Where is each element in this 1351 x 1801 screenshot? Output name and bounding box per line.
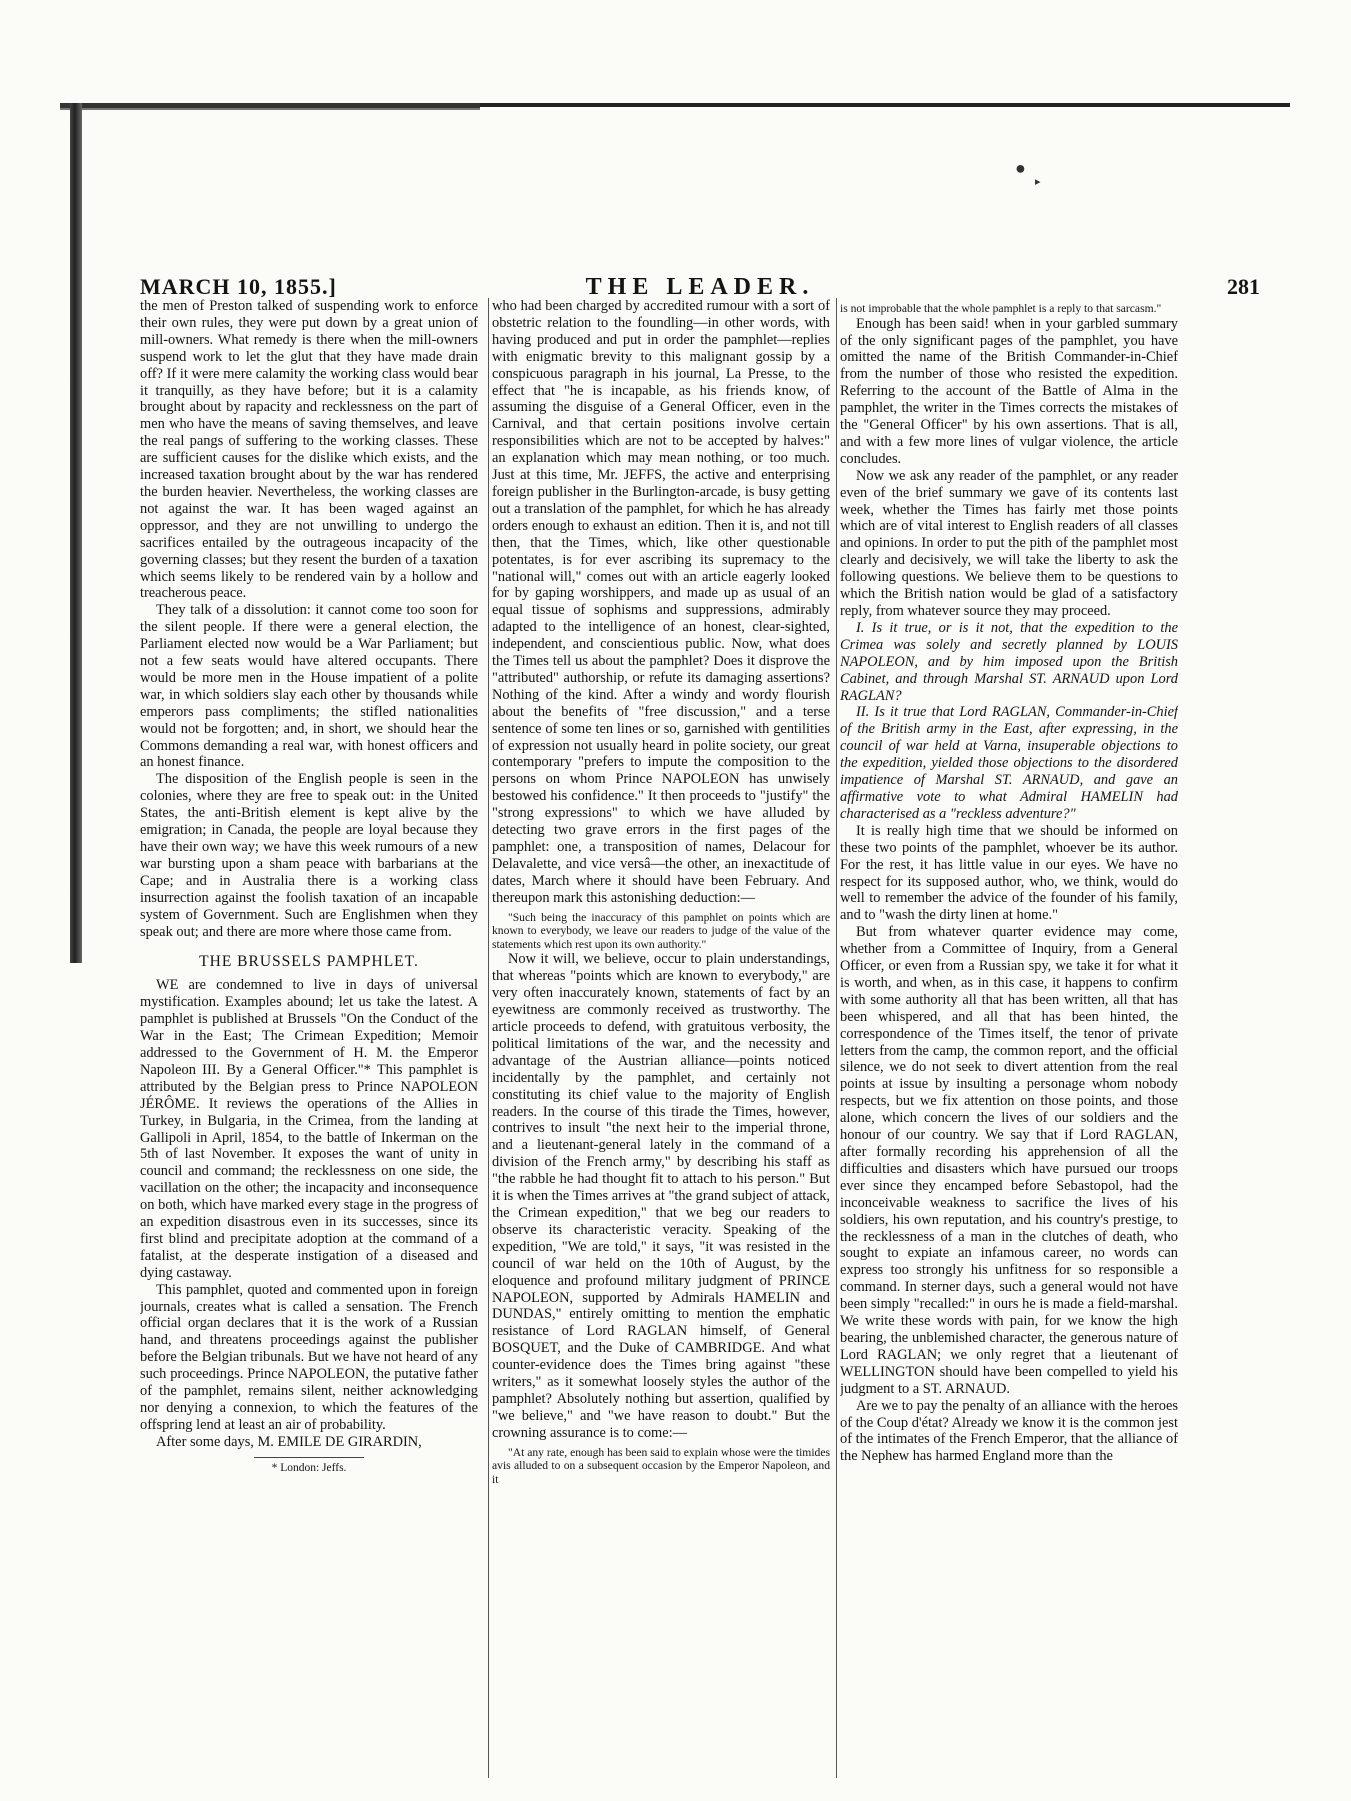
block-quote: is not improbable that the whole pamphlet is a reply to that sarcasm."	[840, 302, 1162, 315]
paragraph: who had been charged by accredited rumour with a sort of obstetric relation to the foundling—in other words, with having produced and put in order the pamphlet—replies with enigmatic brevity to this malignant gossip by a conspicuous paragraph in his journal, La Presse, to the effect that "he is incapable, as his friends know, of assuming the disguise of a General Officer, even in the Carnival, and that certain positions involve certain responsibilities which are not to be accepted by halves:" an explanation which may mean nothing, or too much. Just at this time, Mr. JEFFS, the active and enterprising foreign publisher in the Burlington-arcade, is busy getting out a translation of the pamphlet, for which he has already orders enough to exhaust an edition. Then it is, and not till then, that the Times, which, like other questionable potentates, is for ever ascribing its supremacy to the "national will," comes out with an article eagerly looked for by gaping worshippers, and made up as usual of an equal tissue of sophisms and suppressions, admirably adapted to the intelligence of an honest, clear-sighted, independent, and conscientious public. Now, what does the Times tell us about the pamphlet? Does it disprove the "attributed" authorship, or refute its damaging assertions? Nothing of the kind. After a windy and wordy flourish about the benefits of "free discussion," and a terse sentence of some ten lines or so, garnished with gentilities of expression not usually heard in polite society, our great contemporary "prefers to impute the composition to the persons on whom Prince NAPOLEON has unwisely bestowed his confidence." It then proceeds to "justify" the "strong expressions" to which we have alluded by detecting two grave errors in the first pages of the pamphlet: one, a transposition of names, Delacour for Delavalette, and vice versâ—the other, an inexactitude of dates, March where it should have been February. And thereupon mark this astonishing deduction:—	[492, 298, 830, 906]
section-heading: THE BRUSSELS PAMPHLET.	[199, 953, 419, 971]
paragraph: Enough has been said! when in your garbled summary of the only significant pages of the pamphlet, you have omitted the name of the British Commander-in-Chief from the number of those who resisted the expedition. Referring to the account of the Battle of Alma in the pamphlet, the writer in the Times corrects the mistakes of the "General Officer" by his own assertions. That is all, and with a few more lines of vulgar violence, the article concludes.	[840, 315, 1178, 467]
footnote-rule	[254, 1457, 364, 1458]
question: II. Is it true that Lord RAGLAN, Commander-in-Chief of the British army in the East, after expressing, in the council of war held at Varna, insuperable objections to the expedition, yielded those objections to the disordered impatience of Marshal ST. ARNAUD, and gave an affirmative vote to what Admiral HAMELIN had characterised as a "reckless adventure?"	[840, 704, 1178, 822]
paragraph: the men of Preston talked of suspending work to enforce their own rules, they were put down by a great union of mill-owners. What remedy is there when the mill-owners suspend work to let the glut that they have made drain off? If it were mere calamity the working class would bear it tranquilly, as they have before; but it is a calamity brought about by rapacity and recklessness on the part of men who have the means of saving themselves, and leave the real pangs of suffering to the working classes. These are sufficient causes for the dislike which exists, and the increased taxation brought about by the war has rendered the burden heavier. Nevertheless, the working classes are not against the war. It has been waged against an oppressor, and they are not unwilling to undergo the sacrifices entailed by the outrageous incapacity of the governing classes; but they resent the burden of a taxation which seems likely to be rendered vain by a hollow and treacherous peace.	[140, 298, 478, 602]
column-1	[140, 298, 478, 1718]
block-quote: "Such being the inaccuracy of this pamphlet on points which are known to everybody, we leave our readers to judge of the value of the statements which rest upon its own authority."	[492, 910, 830, 951]
ink-speck: ▸	[1035, 176, 1041, 188]
paragraph: Now it will, we believe, occur to plain understandings, that whereas "points which are known to everybody," are very often inaccurately known, statements of fact by an eyewitness are commonly received as trustworthy. The article proceeds to defend, with gratuitous verbosity, the political limitations of the war, and the necessity and advantage of the Austrian alliance—points noticed incidentally by the pamphlet, and certainly not constituting its chief value to the majority of English readers. In the course of this tirade the Times, however, contrives to insult "the next heir to the imperial throne, and a lieutenant-general lately in the command of a division of the French army," by describing his staff as "the rabble he had thought fit to attach to his person." But it is when the Times arrives at "the grand subject of attack, the Crimean expedition," that we beg our readers to observe its characteristic veracity. Speaking of the expedition, "We are told," it says, "it was resisted in the council of war held on the 10th of August, by the eloquence and profound military judgment of PRINCE NAPOLEON, supported by Admirals HAMELIN and DUNDAS," entirely omitting to mention the emphatic resistance of Lord RAGLAN himself, of General BOSQUET, and the Duke of CAMBRIDGE. And what counter-evidence does the Times bring against "these writers," as it somewhat loosely styles the author of the pamphlet? Absolutely nothing but assertion, qualified by "we believe," and "we have reason to doubt." But the crowning assurance is to come:—	[492, 951, 830, 1441]
paragraph: Are we to pay the penalty of an alliance with the heroes of the Coup d'état? Already we know it is the common jest of the intimates of the French Emperor, that the alliance of the Nephew has harmed England more than the	[840, 1397, 1178, 1465]
column-3	[840, 298, 1178, 1718]
paragraph: The disposition of the English people is seen in the colonies, where they are free to speak out: in the United States, the anti-British element is kept alive by the emigration; in Canada, the people are loyal because they have their own way; we have this week rumours of a new war bursting upon a sham peace with barbarians at the Cape; and in Australia there is a working class insurrection against the foolish taxation of an incapable system of Government. Such are Englishmen when they speak out; and there are more where those came from.	[140, 771, 478, 940]
column-2	[492, 298, 830, 1718]
paragraph: WE are condemned to live in days of universal mystification. Examples abound; let us take the latest. A pamphlet is published at Brussels "On the Conduct of the War in the East; The Crimean Expedition; Memoir addressed to the Government of H. M. the Emperor Napoleon III. By a General Officer."* This pamphlet is attributed by the Belgian press to Prince NAPOLEON JÉRÔME. It reviews the operations of the Allies in Turkey, in Bulgaria, in the Crimea, from the landing at Gallipoli in April, 1854, to the battle of Inkerman on the 5th of last November. It exposes the want of unity in council and command; the recklessness on one side, the vacillation on the other; the incapacity and inconsequence on both, which have marked every stage in the progress of an expedition disastrous even in its successes, since its first blind and precipitate adoption at the command of a fatalist, at the desperate instigation of a diseased and dying castaway.	[140, 977, 478, 1281]
ink-speck: ●	[1015, 158, 1026, 178]
header-date: MARCH 10, 1855.]	[140, 274, 337, 299]
footnote: * London: Jeffs.	[271, 1461, 347, 1474]
paragraph: They talk of a dissolution: it cannot come too soon for the silent people. If there were a general election, the Parliament elected now would be a War Parliament; but not a few seats would have altered occupants. There would be more men in the House impatient of a polite war, in which soldiers slay each other by thousands while emperors pass compliments; the stifled nationalities would not be forgotten; and, in short, we should hear the Commons demanding a real war, with honest officers and an honest finance.	[140, 602, 478, 771]
paragraph: It is really high time that we should be informed on these two points of the pamphlet, whoever be its author. For the rest, it has little value in our eyes. We have no respect for its supposed author, who, we think, would do well to remember the advice of the founder of his family, and to "wash the dirty linen at home."	[840, 822, 1178, 924]
paragraph: Now we ask any reader of the pamphlet, or any reader even of the brief summary we gave of its contents last week, whether the Times has fairly met those points which are of vital interest to English readers of all classes and opinions. In order to put the pith of the pamphlet most clearly and decisively, we will take the liberty to ask the following questions. We believe them to be questions to which the British nation would be glad of a satisfactory reply, from whatever source they may proceed.	[840, 467, 1178, 619]
masthead-title: THE LEADER.	[585, 274, 815, 300]
top-border	[60, 103, 1290, 123]
paragraph: But from whatever quarter evidence may come, whether from a Committee of Inquiry, from a General Officer, or even from a Russian spy, we take it for what it is worth, and when, as in this case, it happens to confirm with some authority all that has been written, all that has been whispered, and all that has been hinted, the correspondence of the Times itself, the tenor of private letters from the camp, the common report, and the official silence, we do not seek to divert attention from the real points at issue by insulting a personage whom nobody respects, but we fix attention on those points, and those alone, which concern the lives of our soldiers and the honour of our country. We say that if Lord RAGLAN, after formally recording his apprehension of all the difficulties and disasters which have pursued our troops ever since they encamped before Sebastopol, had the inconceivable weakness to sacrifice the lives of his soldiers, his own reputation, and his country's prestige, to the recklessness of a man in the clutches of death, who sought to expiate an infamous career, no words can express too strongly his unfitness for so responsible a command. In sterner days, such a general would not have been simply "recalled:" in ours he is made a field-marshal. We write these words with pain, for we know the high bearing, the unblemished character, the generous nature of Lord RAGLAN; we only regret that a lieutenant of WELLINGTON should have been compelled to yield his judgment to a ST. ARNAUD.	[840, 924, 1178, 1397]
page-number: 281	[1227, 274, 1260, 299]
column-divider	[836, 298, 837, 1778]
question: I. Is it true, or is it not, that the expedition to the Crimea was solely and secretly planned by LOUIS NAPOLEON, and by him imposed upon the British Cabinet, and through Marshal ST. ARNAUD upon Lord RAGLAN?	[840, 619, 1178, 704]
paragraph: This pamphlet, quoted and commented upon in foreign journals, creates what is called a sensation. The French official organ declares that it is the work of a Russian hand, and threatens proceedings against the publisher before the Belgian tribunals. But we have not heard of any such proceedings. Prince NAPOLEON, the putative father of the pamphlet, remains silent, neither acknowledging nor denying a connexion, to which the features of the offspring lend at least an air of probability.	[140, 1281, 478, 1433]
ink-bleed	[60, 103, 480, 117]
column-divider	[488, 298, 489, 1778]
left-edge-shadow	[70, 103, 82, 963]
paragraph: After some days, M. EMILE DE GIRARDIN,	[156, 1433, 422, 1450]
block-quote: "At any rate, enough has been said to explain whose were the timides avis alluded to on a subsequent occasion by the Emperor Napoleon, and it	[492, 1445, 830, 1486]
